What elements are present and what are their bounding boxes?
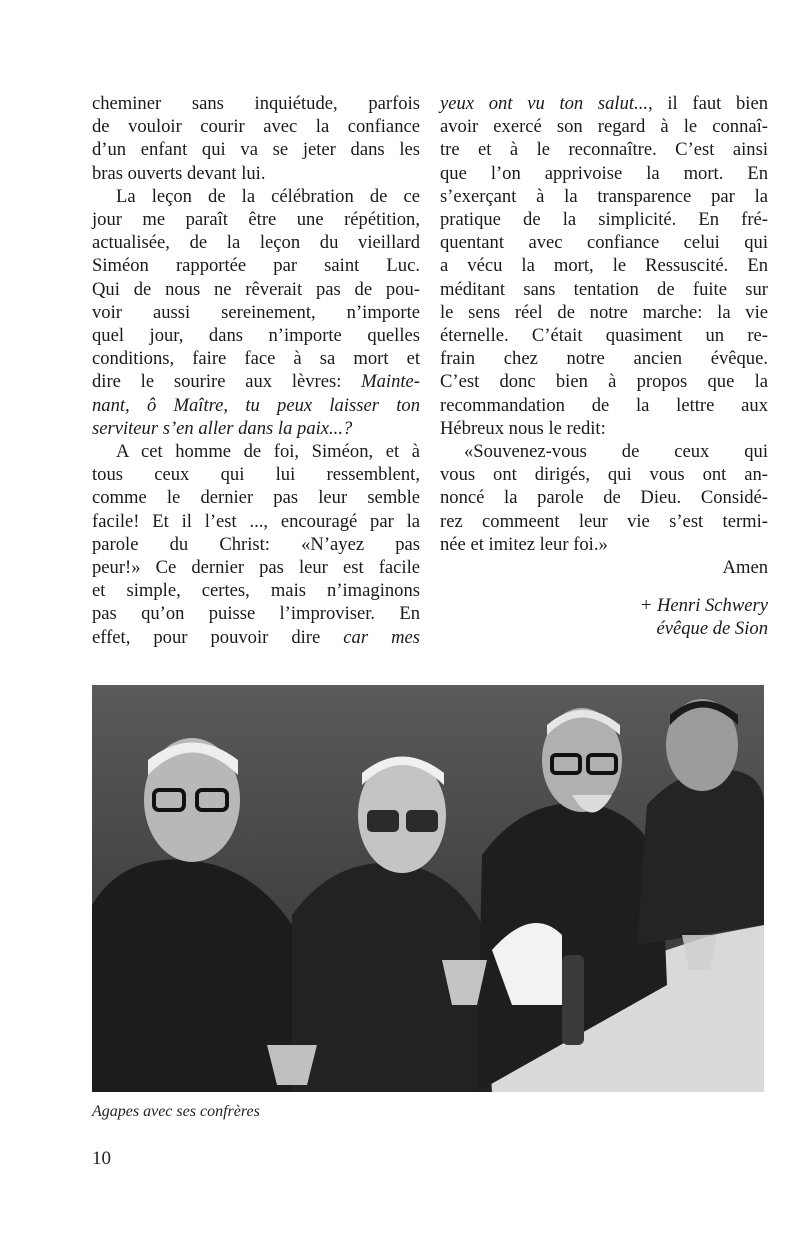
- text-line: noncé la parole de Dieu. Considé-: [440, 487, 768, 509]
- right-column: [440, 92, 768, 640]
- text-fragment: il faut bien: [652, 93, 768, 114]
- text-line: née et imitez leur foi.»: [440, 533, 608, 555]
- italic-quote-line: nant, ô Maître, tu peux laisser ton: [92, 394, 420, 416]
- text-line: pratique de la simplicité. En fré-: [440, 209, 768, 231]
- text-line: quel jour, dans n’importe quelles: [92, 325, 420, 347]
- text-line: et simple, certes, mais n’imaginons: [92, 580, 420, 602]
- text-line: méditant sans tentation de fuite sur: [440, 278, 768, 300]
- text-line: avoir exercé son regard à le connaî-: [440, 116, 768, 138]
- text-line: conditions, faire face à sa mort et: [92, 348, 420, 370]
- text-line: éternelle. C’était quasiment un re-: [440, 325, 768, 347]
- italic-quote: Mainte-: [361, 371, 420, 393]
- text-line: Hébreux nous le redit:: [440, 417, 606, 439]
- text-line: parole du Christ: «N’ayez pas: [92, 533, 420, 555]
- text-line: bras ouverts devant lui.: [92, 162, 266, 184]
- text-line: frain chez notre ancien évêque.: [440, 348, 768, 370]
- italic-quote: car mes: [343, 626, 421, 648]
- italic-quote-line: serviteur s’en aller dans la paix...?: [92, 417, 353, 439]
- signature-name: + Henri Schwery: [639, 595, 768, 617]
- text-line: comme le dernier pas leur semble: [92, 487, 420, 509]
- text-line: Siméon rapportée par saint Luc.: [92, 255, 420, 277]
- text-fragment: effet, pour pouvoir dire: [92, 626, 344, 648]
- italic-quote: yeux ont vu ton salut...,: [440, 93, 653, 114]
- text-line: C’est donc bien à propos que la: [440, 371, 768, 393]
- text-line: A cet homme de foi, Siméon, et à: [116, 441, 420, 463]
- text-line: «Souvenez-vous de ceux qui: [464, 441, 768, 463]
- paragraph-2: [92, 185, 420, 440]
- signature-title: évêque de Sion: [656, 618, 768, 640]
- text-line: peur!» Ce dernier pas leur est facile: [92, 557, 420, 579]
- photo-caption: Agapes avec ses confrères: [92, 1103, 260, 1120]
- text-line: que l’on apprivoise la mort. En: [440, 162, 768, 184]
- text-line: a vécu la mort, le Ressuscité. En: [440, 255, 768, 277]
- paragraph-1: [92, 92, 420, 185]
- left-column: [92, 92, 420, 649]
- text-line: voir aussi sereinement, n’importe: [92, 301, 420, 323]
- text-line: vous ont dirigés, qui vous ont an-: [440, 464, 768, 486]
- text-line: tre et à le reconnaître. C’est ainsi: [440, 139, 768, 161]
- text-line: s’exerçant à la transparence par la: [440, 185, 768, 207]
- photo-agapes: [92, 685, 764, 1092]
- text-line: d’un enfant qui va se jeter dans les: [92, 139, 420, 161]
- photo-illustration: [92, 685, 764, 1092]
- text-line: rez commeent leur vie s’est termi-: [440, 510, 768, 532]
- text-line: [92, 370, 420, 393]
- paragraph-4: [440, 92, 768, 440]
- text-line: pas qu’on puisse l’improviser. En: [92, 603, 420, 625]
- text-line: facile! Et il l’est ..., encouragé par la: [92, 510, 420, 532]
- text-line: recommandation de la lettre aux: [440, 394, 768, 416]
- text-line: de vouloir courir avec la confiance: [92, 116, 420, 138]
- text-line: cheminer sans inquiétude, parfois: [92, 93, 420, 114]
- text-line: actualisée, de la leçon du vieillard: [92, 232, 420, 254]
- paragraph-3: [92, 440, 420, 649]
- amen: Amen: [722, 557, 768, 579]
- page-number: 10: [92, 1148, 111, 1169]
- text-fragment: dire le sourire aux lèvres:: [92, 371, 362, 393]
- text-line: tous ceux qui lui ressemblent,: [92, 464, 420, 486]
- text-line: La leçon de la célébration de ce: [116, 185, 420, 207]
- signature: [440, 594, 768, 640]
- quote-paragraph: [440, 440, 768, 556]
- text-line: le sens réel de notre marche: la vie: [440, 301, 768, 323]
- text-line: [440, 92, 768, 115]
- text-line: jour me paraît être une répétition,: [92, 209, 420, 231]
- text-line: [92, 626, 420, 649]
- text-line: quentant avec confiance celui qui: [440, 232, 768, 254]
- text-line: Qui de nous ne rêverait pas de pou-: [92, 278, 420, 300]
